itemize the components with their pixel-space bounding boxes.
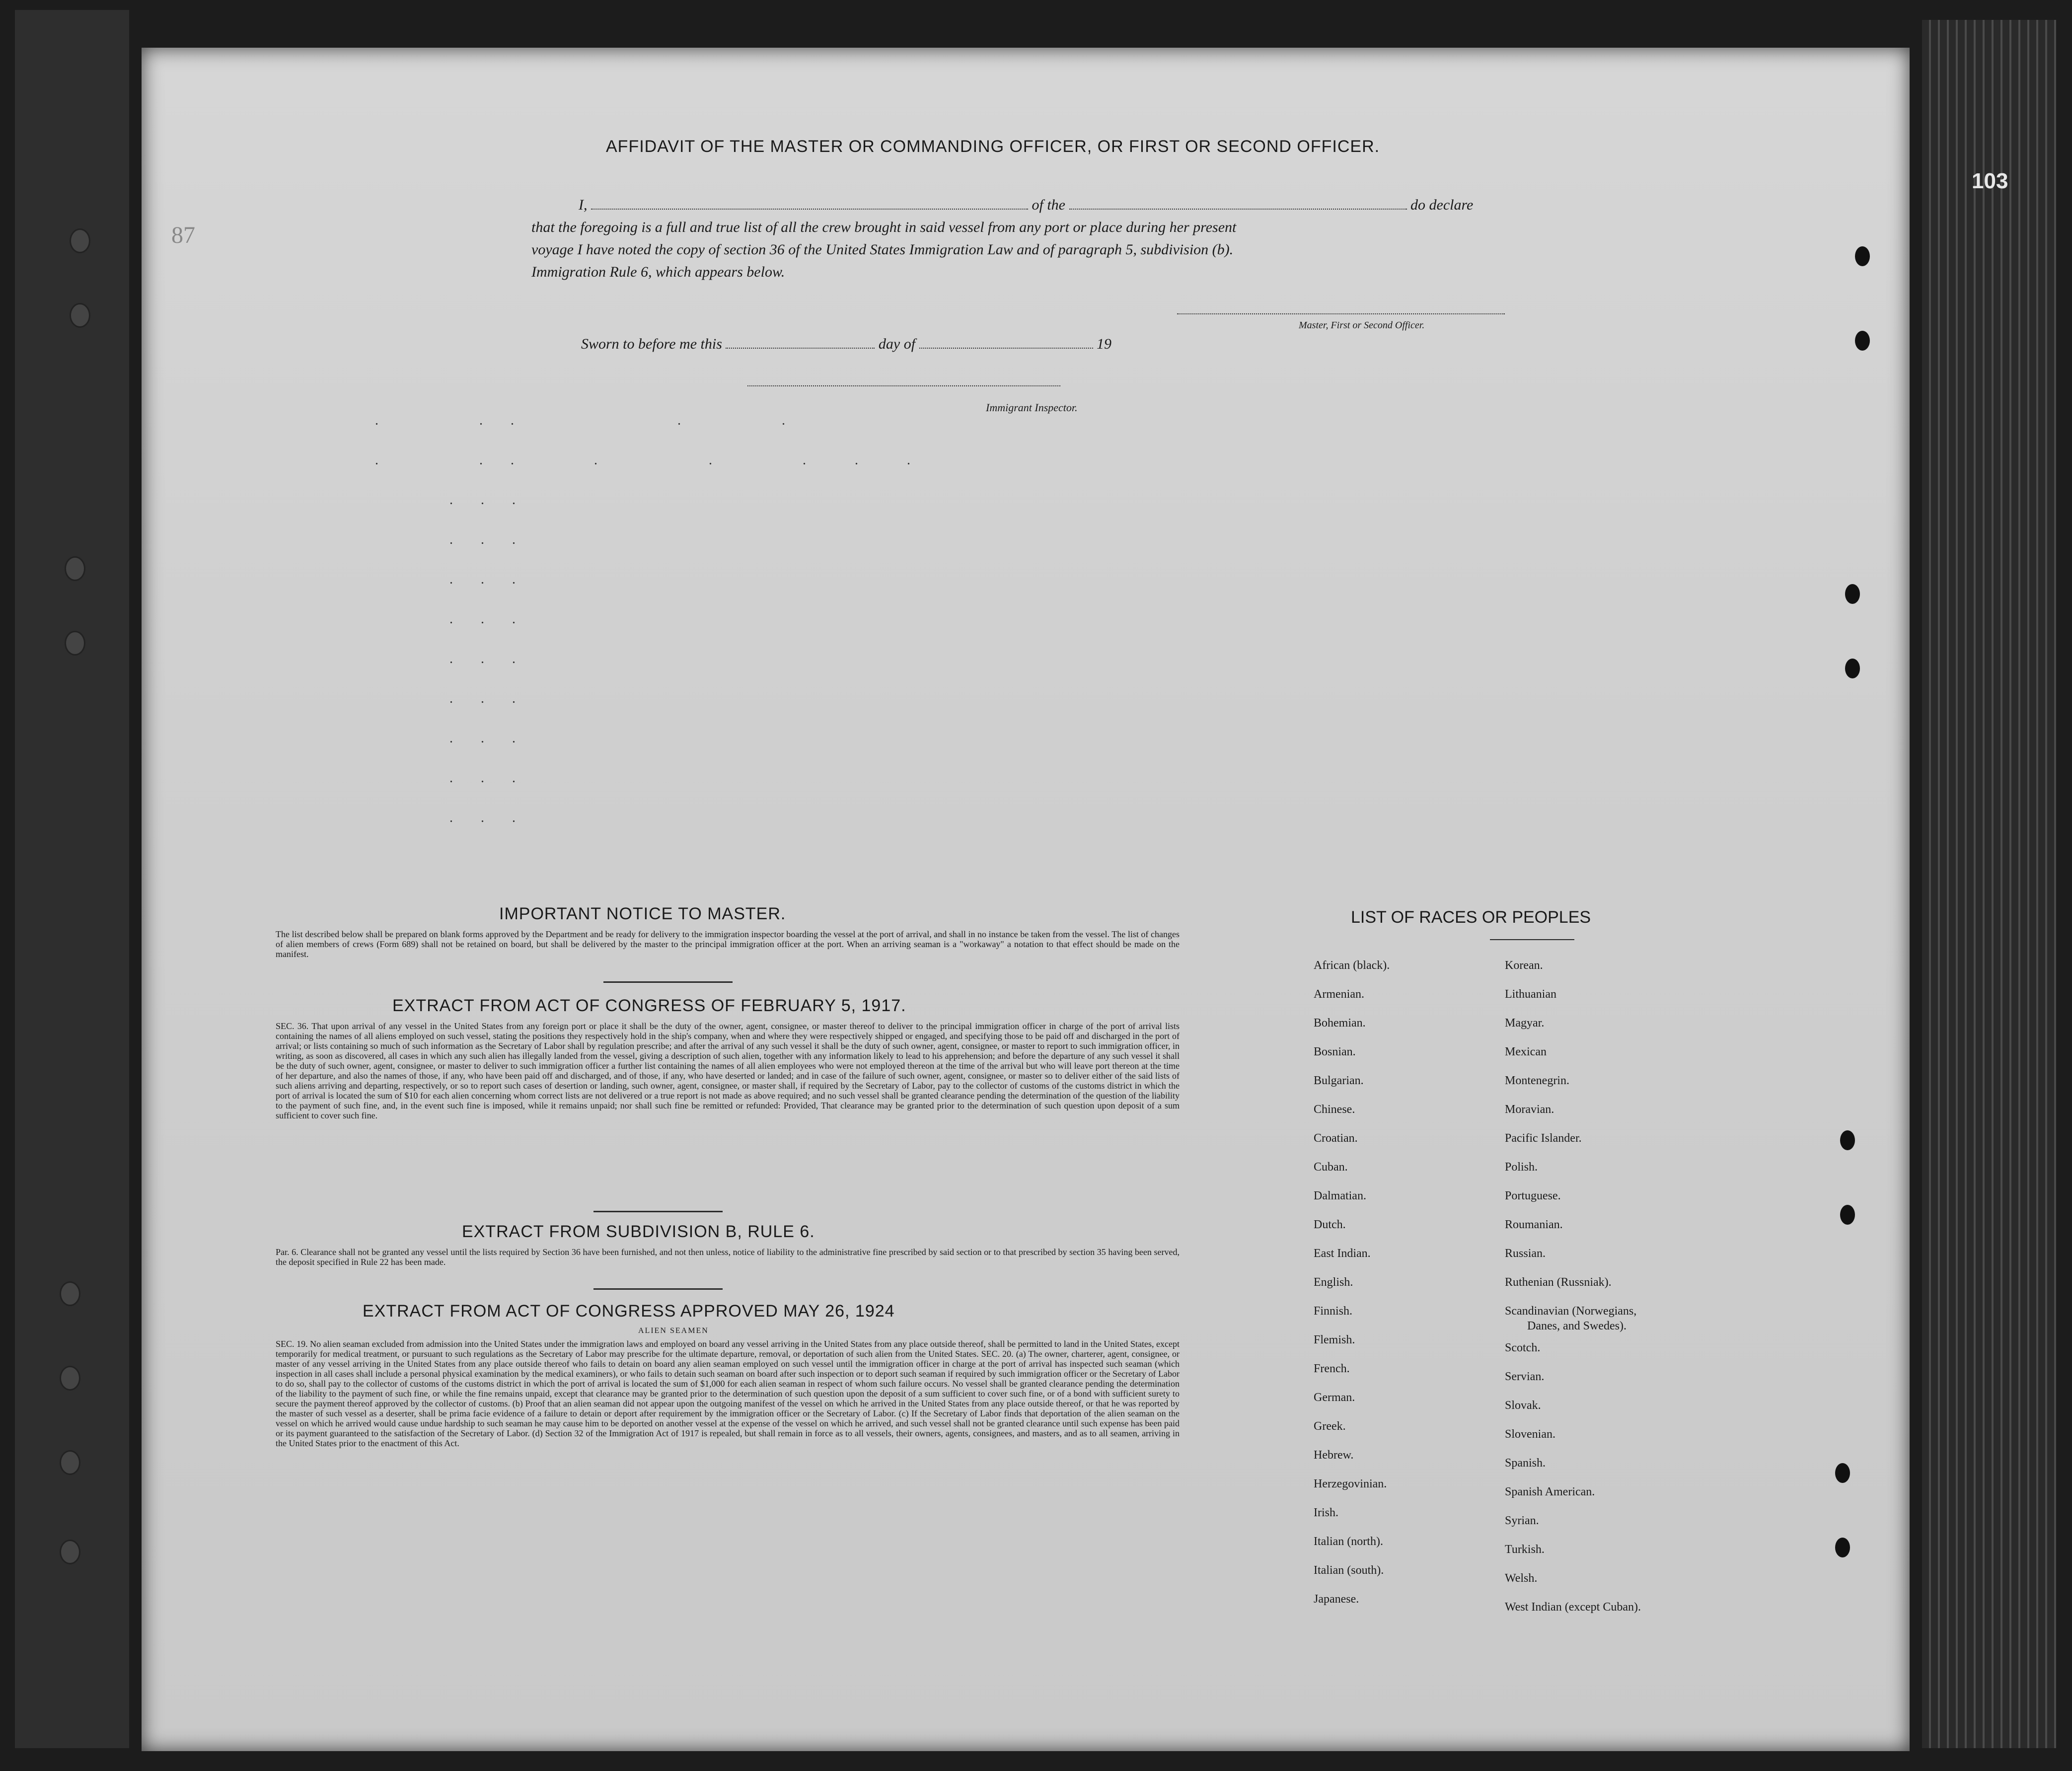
race-item: Korean. <box>1505 959 1543 972</box>
faint-marks: . . . <box>449 532 522 547</box>
race-item: Italian (north). <box>1314 1535 1383 1548</box>
binding-hole <box>65 556 85 581</box>
race-item: Turkish. <box>1505 1543 1545 1556</box>
faint-marks: . . . <box>449 810 522 825</box>
race-item: Armenian. <box>1314 988 1364 1001</box>
race-item: Croatian. <box>1314 1132 1358 1145</box>
signature-caption: Master, First or Second Officer. <box>1299 320 1425 331</box>
race-item: French. <box>1314 1362 1350 1375</box>
sworn-label: Sworn to before me this <box>581 336 722 352</box>
punch-hole <box>1840 1205 1855 1225</box>
race-item: Slovak. <box>1505 1399 1541 1412</box>
punch-hole <box>1835 1463 1850 1483</box>
faint-marks: . . . <box>449 731 522 746</box>
faint-marks: . . . . . <box>375 413 792 428</box>
notice-text: The list described below shall be prepared on blank forms approved by the Department and be ready for delivery to the immigration inspector boarding the vessel at the port of arrival, and shall in no instance be taken from the vessel. The list of changes of alien members of crews (Form 689) shall not be retained on board, but shall be delivered by the master to the principal immigration officer at the port. When an arriving seaman is a "workaway" a notation to that effect should be made on the manifest. <box>276 929 1180 959</box>
affidavit-line-2: that the foregoing is a full and true list of all the crew brought in said vessel from any port or place during her present <box>531 219 1237 235</box>
binding-hole <box>60 1366 80 1391</box>
punch-hole <box>1855 331 1870 351</box>
race-item: Roumanian. <box>1505 1218 1563 1231</box>
race-item: Chinese. <box>1314 1103 1355 1116</box>
day-of-label: day of <box>878 336 916 352</box>
races-heading: LIST OF RACES OR PEOPLES <box>1351 908 1591 927</box>
faint-marks: . . . <box>449 572 522 587</box>
binding-hole <box>65 631 85 656</box>
race-item: Finnish. <box>1314 1305 1353 1318</box>
sworn-month-field[interactable] <box>919 348 1093 349</box>
race-item: Magyar. <box>1505 1017 1545 1030</box>
race-item: African (black). <box>1314 959 1390 972</box>
race-item: Polish. <box>1505 1161 1538 1174</box>
faint-marks: . . . <box>449 492 522 508</box>
divider <box>1490 939 1574 940</box>
race-item: Hebrew. <box>1314 1449 1354 1462</box>
sworn-line <box>581 336 1111 353</box>
vessel-field[interactable] <box>1069 209 1407 210</box>
race-item: Scandinavian (Norwegians, <box>1505 1305 1637 1318</box>
margin-mark: 87 <box>171 222 195 248</box>
race-item: Herzegovinian. <box>1314 1477 1387 1490</box>
left-binding <box>15 10 129 1748</box>
divider <box>593 1211 723 1212</box>
race-item: Bohemian. <box>1314 1017 1366 1030</box>
race-item: Montenegrin. <box>1505 1074 1569 1087</box>
race-item: Pacific Islander. <box>1505 1132 1582 1145</box>
race-item: East Indian. <box>1314 1247 1371 1260</box>
race-item: West Indian (except Cuban). <box>1505 1601 1641 1614</box>
punch-hole <box>1835 1538 1850 1557</box>
race-item: Servian. <box>1505 1370 1545 1383</box>
binding-hole <box>70 303 90 328</box>
race-item: Ruthenian (Russniak). <box>1505 1276 1612 1289</box>
race-item: English. <box>1314 1276 1353 1289</box>
race-item: Italian (south). <box>1314 1564 1384 1577</box>
race-item: Flemish. <box>1314 1333 1355 1346</box>
punch-hole <box>1840 1130 1855 1150</box>
race-item: Mexican <box>1505 1045 1547 1058</box>
race-item: Danes, and Swedes). <box>1527 1320 1627 1332</box>
punch-hole <box>1855 246 1870 266</box>
extract-1924-subheading: ALIEN SEAMEN <box>638 1327 709 1335</box>
race-item: Moravian. <box>1505 1103 1554 1116</box>
faint-marks: . . . . . . . . <box>375 452 917 468</box>
inspector-field[interactable] <box>747 385 1060 386</box>
race-item: Irish. <box>1314 1506 1338 1519</box>
faint-marks: . . . <box>449 611 522 627</box>
affidavit-heading: AFFIDAVIT OF THE MASTER OR COMMANDING OFFICER, OR FIRST OR SECOND OFFICER. <box>606 137 1380 156</box>
race-item: Slovenian. <box>1505 1428 1555 1441</box>
signature-field[interactable] <box>1177 313 1505 314</box>
faint-marks: . . . <box>449 691 522 706</box>
extract-rule6-text: Par. 6. Clearance shall not be granted any vessel until the lists required by Section 36 have been furnished, and not then unless, notice of liability to the administrative fine prescribed by said section or to that prescribed by section 35 having been served, the deposit specified in Rule 22 has been made. <box>276 1247 1180 1267</box>
binding-hole <box>60 1540 80 1564</box>
name-field[interactable] <box>591 209 1028 210</box>
race-item: Dalmatian. <box>1314 1189 1366 1202</box>
race-item: Scotch. <box>1505 1341 1541 1354</box>
extract-1924-heading: EXTRACT FROM ACT OF CONGRESS APPROVED MAY 26, 1924 <box>363 1302 895 1321</box>
extract-1917-text: SEC. 36. That upon arrival of any vessel in the United States from any foreign port or place it shall be the duty of the owner, agent, consignee, or master thereof to deliver to the principal immigration officer in charge of the port of arrival lists containing the names of all aliens employed on such vessel, stating the positions they respectively hold in the ship's company, when and where they were respectively shipped or engaged, and specifying those to be paid off and discharged in the port of arrival; or lists containing so much of such information as the Secretary of Labor shall by regulation prescribe; and after the arrival of any such vessel it shall be the duty of such owner, agent, consignee, or master to report to such immigration officer, in writing, as soon as discovered, all cases in which any such alien has illegally landed from the vessel, giving a description of such alien, together with any information likely to lead to his apprehension; and before the departure of any such vessel it shall be the duty of such owner, agent, consignee, or master to deliver to such immigration officer a further list containing the names of all alien employees who were not employed thereon at the time of the arrival but who will leave port thereon at the time of her departure, and also the names of those, if any, who have been paid off and discharged, and of those, if any, who have deserted or landed; and in case of the failure of such owner, agent, consignee, or master so to deliver either of the said lists of such aliens arriving and departing, respectively, or so to report such cases of desertion or landing, such owner, agent, consignee, or master shall, if required by the Secretary of Labor, pay to the collector of customs of the customs district in which the port of arrival is located the sum of $10 for each alien concerning whom correct lists are not delivered or a true report is not made as above required; and no such vessel shall be granted clearance pending the determination of the question of the liability to the payment of such fine, and, in the event such fine is imposed, while it remains unpaid; nor shall such fine be remitted or refunded: Provided, That clearance may be granted prior to the determination of such question upon deposit of a sum sufficient to cover such fine. <box>276 1021 1180 1120</box>
faint-marks: . . . <box>449 770 522 786</box>
affidavit-of-the: of the <box>1032 197 1065 213</box>
right-page-edges <box>1922 20 2056 1748</box>
faint-marks: . . . <box>449 651 522 666</box>
page-number: 103 <box>1972 169 2008 193</box>
binding-hole <box>60 1450 80 1475</box>
year-label: 19 <box>1097 336 1112 352</box>
form-page <box>142 48 1910 1751</box>
binding-hole <box>70 228 90 253</box>
race-item: Spanish American. <box>1505 1485 1595 1498</box>
affidavit-line-4: Immigration Rule 6, which appears below. <box>531 264 785 280</box>
notice-heading: IMPORTANT NOTICE TO MASTER. <box>499 904 786 923</box>
race-item: Syrian. <box>1505 1514 1539 1527</box>
race-item: Bosnian. <box>1314 1045 1356 1058</box>
race-item: Cuban. <box>1314 1161 1348 1174</box>
extract-rule6-heading: EXTRACT FROM SUBDIVISION B, RULE 6. <box>462 1222 815 1241</box>
affidavit-line-1 <box>579 197 1671 214</box>
race-item: Portuguese. <box>1505 1189 1561 1202</box>
sworn-day-field[interactable] <box>726 348 875 349</box>
race-item: Dutch. <box>1314 1218 1346 1231</box>
affidavit-i: I, <box>579 197 588 213</box>
extract-1924-text: SEC. 19. No alien seaman excluded from admission into the United States under the immigration laws and employed on board any vessel arriving in the United States from any place outside thereof, shall be permitted to land in the United States, except temporarily for medical treatment, or pursuant to such regulations as the Secretary of Labor may prescribe for the ultimate departure, removal, or deportation of such alien from the United States. SEC. 20. (a) The owner, charterer, agent, consignee, or master of any vessel arriving in the United States from any place outside thereof who fails to detain on board any alien seaman employed on such vessel until the immigration officer in charge at the port of arrival has inspected such seaman (which inspection in all cases shall include a personal physical examination by the medical examiners), or who fails to detain such seaman on board after such inspection or to deport such seaman if required by such immigration officer or the Secretary of Labor to do so, shall pay to the collector of customs of the customs district in which the port of arrival is located the sum of $1,000 for each alien seaman in respect of whom such failure occurs. No vessel shall be granted clearance pending the determination of the liability to the payment of such fine, or while the fine remains unpaid, except that clearance may be granted prior to the determination of such question upon the deposit of a sum sufficient to cover such fine, or of a bond with sufficient surety to secure the payment thereof approved by the collector of customs. (b) Proof that an alien seaman did not appear upon the outgoing manifest of the vessel on which he arrived in the United States from any place outside thereof, or that he was reported by the master of such vessel as a deserter, shall be prima facie evidence of a failure to detain or deport after requirement by the immigration officer or the Secretary of Labor. (c) If the Secretary of Labor finds that deportation of the alien seaman on the vessel on which he arrived would cause undue hardship to such seaman he may cause him to be deported on another vessel at the expense of the vessel on which he arrived, and such vessel shall not be granted clearance until such expense has been paid or its payment guaranteed to the satisfaction of the Secretary of Labor. (d) Section 32 of the Immigration Act of 1917 is repealed, but shall remain in force as to all vessels, their owners, agents, consignees, and masters, and as to all seamen, arriving in the United States prior to the enactment of this Act. <box>276 1339 1180 1448</box>
race-item: Bulgarian. <box>1314 1074 1364 1087</box>
affidavit-declare: do declare <box>1410 197 1474 213</box>
divider <box>593 1288 723 1290</box>
inspector-caption: Immigrant Inspector. <box>986 401 1078 414</box>
binding-hole <box>60 1281 80 1306</box>
race-item: Lithuanian <box>1505 988 1556 1001</box>
race-item: Greek. <box>1314 1420 1346 1433</box>
race-item: Welsh. <box>1505 1572 1538 1585</box>
race-item: Spanish. <box>1505 1457 1546 1470</box>
race-item: Japanese. <box>1314 1593 1359 1606</box>
divider <box>603 981 733 983</box>
punch-hole <box>1845 584 1860 604</box>
race-item: Russian. <box>1505 1247 1546 1260</box>
punch-hole <box>1845 659 1860 678</box>
race-item: German. <box>1314 1391 1355 1404</box>
extract-1917-heading: EXTRACT FROM ACT OF CONGRESS OF FEBRUARY 5, 1917. <box>392 996 906 1015</box>
affidavit-line-3: voyage I have noted the copy of section 36 of the United States Immigration Law and of paragraph 5, subdivision (b). <box>531 241 1234 258</box>
